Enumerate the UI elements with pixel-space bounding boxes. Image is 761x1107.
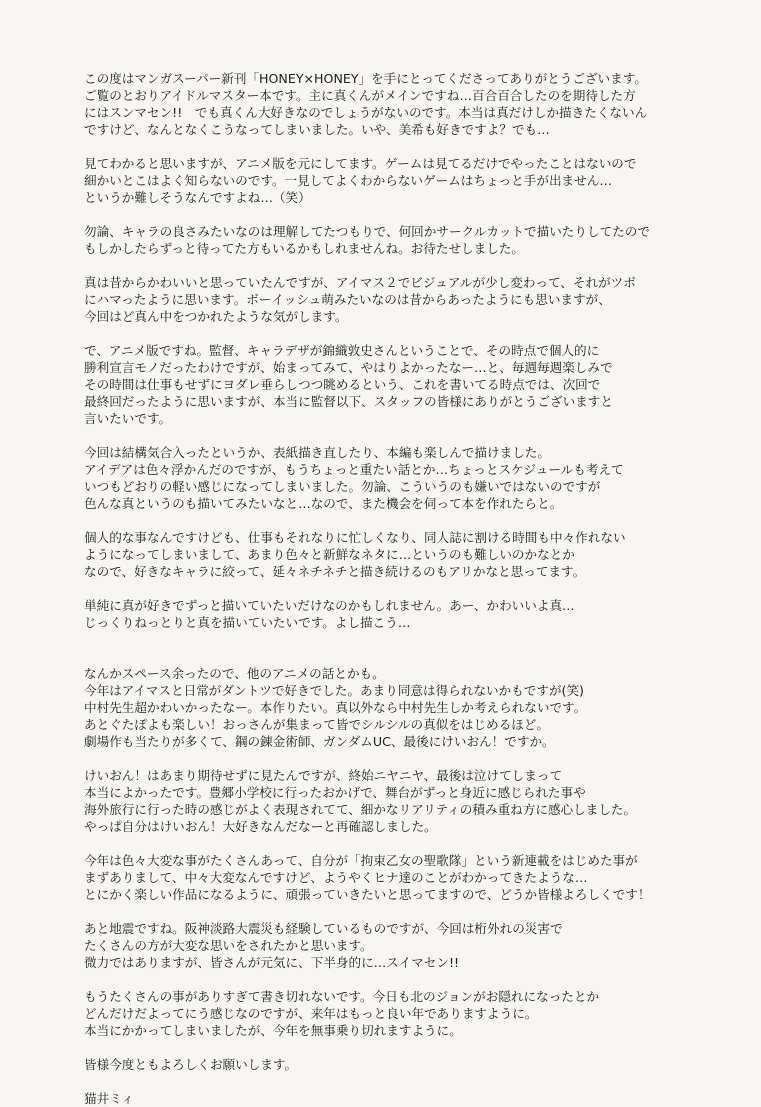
paragraph — [84, 988, 721, 1039]
paragraph — [84, 529, 721, 580]
text-line: 真は昔からかわいいと思っていたんですが、アイマス２でビジュアルが少し変わって、それがツボ — [84, 275, 636, 290]
paragraph — [84, 920, 721, 971]
text-line: もしかしたらずっと待ってた方もいるかもしれませんね。お待たせしました。 — [84, 241, 525, 256]
text-line: 海外旅行に行った時の感じがよく表現されてて、細かなリアリティの積み重ね方に感心しました。 — [84, 802, 637, 817]
text-line: 最終回だったように思いますが、本当に監督以下、スタッフの皆様にありがとうございますと — [84, 394, 613, 409]
paragraph — [84, 852, 721, 903]
text-line: もうたくさんの事がありすぎて書き切れないです。今日も北のジョンがお隠れになったとか — [84, 989, 600, 1004]
text-line: 勿論、キャラの良さみたいなのは理解してたつもりで、何回かサークルカットで描いたりしてたので — [84, 224, 650, 239]
text-line: あと地震ですね。阪神淡路大震災も経験しているものですが、今回は桁外れの災害で — [84, 921, 563, 936]
text-line: たくさんの方が大変な思いをされたかと思います。 — [84, 938, 373, 953]
text-line: 今回は結構気合入ったというか、表紙描き直したり、本編も楽しんで描けました。 — [84, 445, 550, 460]
text-line: 中村先生超かわいかったなー。本作りたい。真以外なら中村先生しか考えられないです。 — [84, 700, 587, 715]
text-line: にはスンマセン!! でも真くん大好きなのでしょうがないのです。本当は真だけしか描きたくないん — [84, 105, 648, 120]
text-line: 言いたいです。 — [84, 411, 172, 426]
text-line: 色んな真というのも描いてみたいなと…なので、また機会を伺って本を作れたらと。 — [84, 496, 563, 511]
text-line: ですけど、なんとなくこうなってしまいました。いや、美希も好きですよ？でも… — [84, 122, 550, 137]
text-line: アイデアは色々浮かんだのですが、もうちょっと重たい話とか…ちょっとスケジュールも考えて — [84, 462, 624, 477]
text-line: 微力ではありますが、皆さんが元気に、下半身的に…スイマセン!! — [84, 955, 460, 970]
text-line: 単純に真が好きでずっと描いていたいだけなのかもしれません。あー、かわいいよ真… — [84, 598, 575, 613]
paragraph — [84, 597, 721, 631]
text-line: いつもどおりの軽い感じになってしまいました。勿論、こういうのも嫌いではないのですが — [84, 479, 601, 494]
text-line: 今年はアイマスと日常がダントツで好きでした。あまり同意は得られないかもですが(笑) — [84, 683, 584, 698]
text-line: 細かいとこはよく知らないのです。一見してよくわからないゲームはちょっと手が出ません… — [84, 173, 612, 188]
text-line: なので、好きなキャラに絞って、延々ネチネチと描き続けるのもアリかなと思ってます。 — [84, 564, 586, 579]
text-line: にハマったように思います。ボーイッシュ萌みたいなのは昔からあったようにも思いますが、 — [84, 292, 611, 307]
text-line: 今年は色々大変な事がたくさんあって、自分が「拘束乙女の聖歌隊」という新連載をはじめた事が — [84, 853, 638, 868]
text-line: で、アニメ版ですね。監督、キャラデザが錦織敦史さんということで、その時点で個人的に — [84, 343, 600, 358]
paragraph — [84, 1056, 721, 1073]
author-signature: 猫井ミィ — [84, 1091, 134, 1106]
text-line: 今回はど真ん中をつかれたような気がします。 — [84, 309, 348, 324]
paragraph — [84, 223, 721, 257]
paragraph — [84, 444, 721, 512]
text-line: その時間は仕事もせずにヨダレ垂らしつつ眺めるという、これを書いてる時点では、次回で — [84, 377, 601, 392]
text-line: ご覧のとおりアイドルマスター本です。主に真くんがメインですね…百合百合したのを期待した方 — [84, 88, 636, 103]
paragraph — [84, 70, 721, 138]
paragraph — [84, 767, 721, 835]
text-line: けいおん！はあまり期待せずに見たんですが、終始ニヤニヤ、最後は泣けてしまって — [84, 768, 563, 783]
paragraph — [84, 342, 721, 427]
text-line: 皆様今度ともよろしくお願いします。 — [84, 1057, 298, 1072]
text-line: なんかスペース余ったので、他のアニメの話とかも。 — [84, 666, 385, 681]
text-line: じっくりねっとりと真を描いていたいです。よし描こう… — [84, 615, 411, 630]
text-line: 本当によかったです。豊郷小学校に行ったおかげで、舞台がずっと身近に感じられた事や — [84, 785, 586, 800]
paragraph — [84, 274, 721, 325]
text-line: どんだけだよってにう感じなのですが、来年はもっと良い年でありますように。 — [84, 1006, 538, 1021]
paragraph — [84, 155, 721, 206]
text-line: ようになってしまいまして、あまり色々と新鮮なネタに…というのも難しいのかなとか — [84, 547, 575, 562]
paragraph — [84, 665, 721, 750]
text-line: この度はマンガスーパー新刊「HONEY×HONEY」を手にとってくださってありがとうございます。 — [84, 71, 647, 86]
text-line: とにかく楽しい作品になるように、頑張っていきたいと思ってますので、どうか皆様よろしくです！ — [84, 887, 651, 902]
text-line: 勝利宣言モノだったわけですが、始まってみて、やはりよかったなー…と、毎週毎週楽しみで — [84, 360, 613, 375]
afterword-body — [84, 70, 721, 1073]
text-line: 見てわかると思いますが、アニメ版を元にしてます。ゲームは見てるだけでやったことはないので — [84, 156, 637, 171]
text-line: あとぐたぽよも楽しい！おっさんが集まって皆でシルシルの真似をはじめるほど。 — [84, 717, 550, 732]
text-line: やっぱ自分はけいおん！大好きなんだなーと再確認しました。 — [84, 819, 437, 834]
text-line: 本当にかかってしまいましたが、今年を無事乗り切れますように。 — [84, 1023, 462, 1038]
text-line: 個人的な事なんですけども、仕事もそれなりに忙しくなり、同人誌に割ける時間も中々作れない — [84, 530, 626, 545]
text-line: 劇場作も当たりが多くて、鋼の錬金術師、ガンダムUC、最後にけいおん！ですか。 — [84, 734, 555, 749]
text-line: まずありまして、中々大変なんですけど、ようやくヒナ達のことがわかってきたような… — [84, 870, 588, 885]
text-line: というか難しそうなんですよね…（笑） — [84, 190, 311, 205]
